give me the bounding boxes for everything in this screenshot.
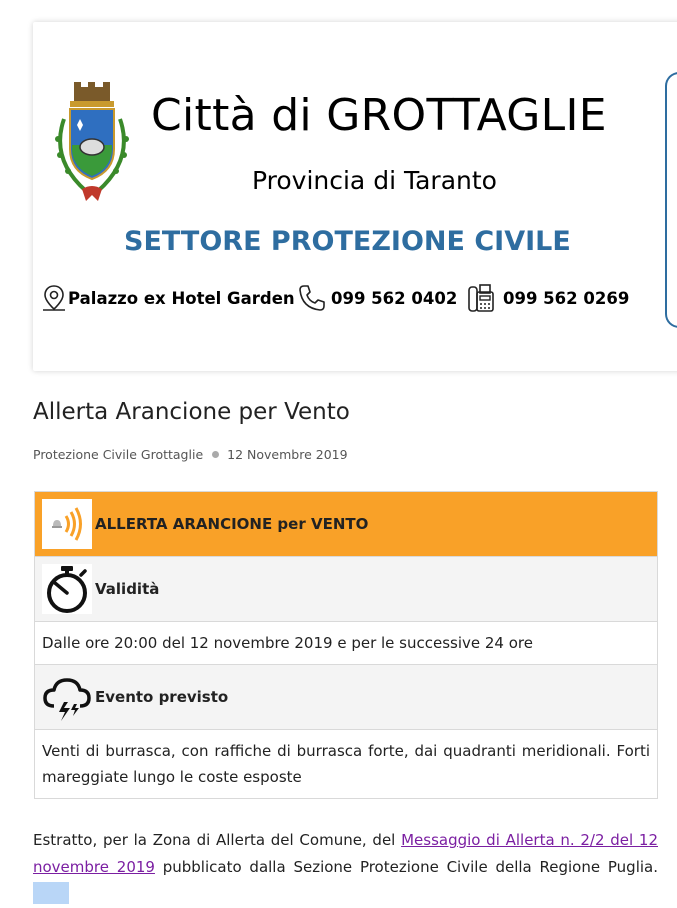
phone-icon — [297, 283, 327, 313]
post-title: Allerta Arancione per Vento — [33, 399, 350, 425]
storm-cloud-icon — [42, 672, 92, 722]
excerpt-suffix: pubblicato dalla Sezione Protezione Civile della Regione Puglia. — [154, 858, 658, 876]
validity-label-row — [35, 557, 658, 622]
post-date: 12 Novembre 2019 — [227, 447, 348, 462]
fax-number: 099 562 0269 — [503, 288, 630, 308]
validity-text-row — [35, 622, 658, 665]
alert-header-row — [35, 492, 658, 557]
meta-separator — [212, 451, 219, 458]
alert-label: ALLERTA ARANCIONE per VENTO — [95, 515, 369, 533]
location-pin-icon — [40, 283, 68, 313]
city-title: Città di GROTTAGLIE — [151, 90, 607, 141]
address-item — [40, 280, 295, 316]
event-text: Venti di burrasca, con raffiche di burrasca forte, dai quadranti meridionali. Forti mareggiate lungo le coste esposte — [42, 742, 650, 786]
post-meta — [33, 447, 348, 462]
validity-label: Validità — [95, 580, 160, 598]
phone-number: 099 562 0402 — [331, 288, 458, 308]
excerpt-paragraph — [33, 827, 658, 908]
event-label-row — [35, 665, 658, 730]
fax-item — [465, 280, 629, 316]
excerpt-prefix: Estratto, per la Zona di Allerta del Comune, del — [33, 831, 402, 849]
alert-message-link[interactable]: Messaggio di Allerta n. 2/2 del 12 novembre 2019 — [33, 831, 658, 876]
phone-item — [297, 280, 457, 316]
contact-row — [40, 280, 640, 316]
post-author[interactable]: Protezione Civile Grottaglie — [33, 447, 204, 462]
event-text-row — [35, 730, 658, 799]
city-crest-icon — [46, 79, 138, 209]
header-banner — [33, 22, 677, 371]
address-text: Palazzo ex Hotel Garden — [68, 288, 295, 308]
validity-text: Dalle ore 20:00 del 12 novembre 2019 e per le successive 24 ore — [42, 634, 533, 652]
alarm-icon — [42, 499, 92, 549]
fax-icon — [465, 282, 497, 314]
sector-title: SETTORE PROTEZIONE CIVILE — [124, 226, 571, 257]
stopwatch-icon — [42, 564, 92, 614]
province-label: Provincia di Taranto — [252, 166, 497, 195]
event-label: Evento previsto — [95, 688, 229, 706]
banner-side-accent — [665, 72, 677, 328]
text-selection-highlight — [33, 882, 69, 904]
alert-table — [34, 491, 658, 799]
